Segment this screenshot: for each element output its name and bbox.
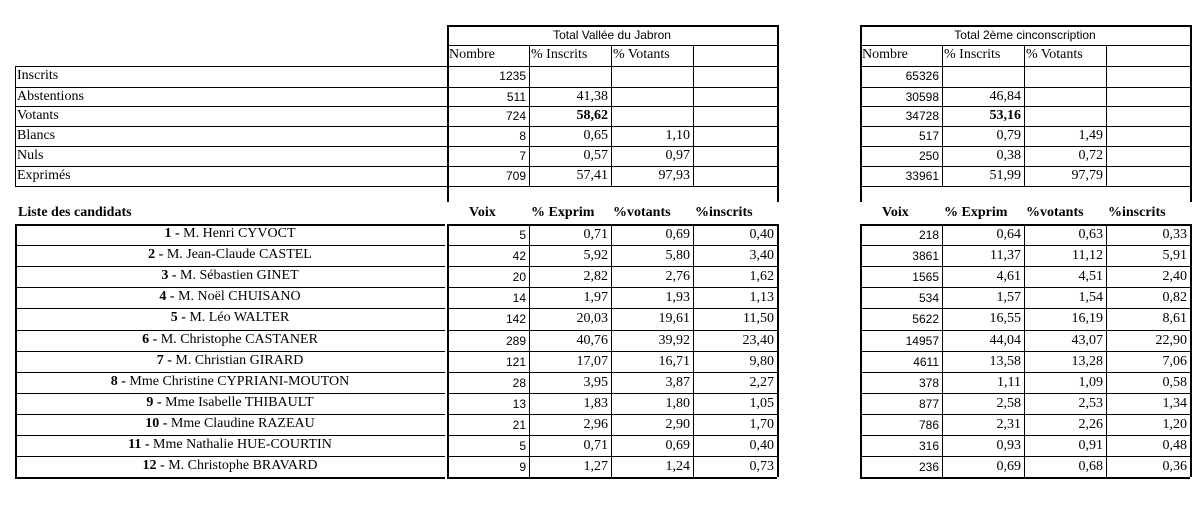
summary-pct-inscrits: 51,99 [989,168,1021,183]
candidate-voix: 21 [512,418,526,432]
candidate-voix: 786 [918,418,939,432]
candidate-pct-votants: 4,51 [1078,269,1103,284]
cand-row-line [447,308,777,309]
candidate-pct-votants: 11,12 [1072,248,1103,263]
candidate-pct-votants: 1,24 [665,459,690,474]
candidate-pct-exprim: 1,11 [997,375,1021,390]
candidate-pct-votants: 2,76 [665,269,690,284]
candidate-pct-inscrits: 11,50 [743,311,774,326]
candidate-pct-inscrits: 0,36 [1162,459,1187,474]
candidate-pct-votants: 0,68 [1078,459,1103,474]
candidate-fullname: Mme Nathalie HUE-COURTIN [149,437,332,452]
candidate-pct-inscrits: 1,70 [749,417,774,432]
candidate-pct-inscrits: 7,06 [1162,354,1187,369]
summary-nombre: 8 [519,129,526,143]
summary-nombre: 33961 [905,169,939,183]
cand-row-line [860,245,1190,246]
candidate-pct-inscrits: 1,05 [749,396,774,411]
summary-nombre: 250 [918,149,939,163]
cand-row-line [860,330,1190,331]
candidate-pct-inscrits: 9,80 [749,354,774,369]
candidate-fullname: M. Sébastien GINET [176,268,299,283]
candidate-number: 11 - [128,437,150,452]
candidate-fullname: M. Jean-Claude CASTEL [163,247,312,262]
candidate-fullname: Mme Christine CYPRIANI-MOUTON [125,374,350,389]
candidate-voix: 13 [512,397,526,411]
label-row-line [15,166,447,167]
candidate-pct-inscrits: 5,91 [1162,248,1187,263]
candidate-pct-exprim: 17,07 [576,354,608,369]
table-row-line [447,186,777,187]
candidate-pct-inscrits: 3,40 [749,248,774,263]
cand-row-line [860,456,1190,457]
candidate-pct-votants: 1,54 [1078,290,1103,305]
cand-row-line [447,372,777,373]
candidate-name [15,415,445,433]
table-right-line [1190,25,1192,202]
candidate-number: 7 - [156,353,172,368]
candidate-voix: 5 [519,439,526,453]
cand-row-line [860,351,1190,352]
candidate-pct-exprim: 20,03 [576,311,608,326]
candidate-pct-inscrits: 2,27 [749,375,774,390]
cand-right-line [1190,224,1192,477]
label-row-line [15,106,447,107]
summary-pct-inscrits: 53,16 [989,108,1021,123]
candidate-voix: 142 [505,312,526,326]
summary-nombre: 709 [505,169,526,183]
candidate-fullname: M. Christophe BRAVARD [164,458,318,473]
candidate-pct-exprim: 5,92 [583,248,608,263]
candidate-name [15,288,445,306]
candidate-pct-exprim: 1,57 [996,290,1021,305]
cand-right-line [777,224,779,477]
cand-row-line [860,372,1190,373]
candidate-voix: 316 [918,439,939,453]
table-top-line [860,25,1190,27]
candidate-number: 3 - [161,268,177,283]
table-col-line [1106,45,1107,186]
list-header: Liste des candidats [18,205,132,220]
cand-row-line [860,393,1190,394]
row-label-5: Exprimés [17,168,71,183]
candidate-pct-inscrits: 2,40 [1162,269,1187,284]
cand-row-line [447,330,777,331]
summary-nombre: 34728 [905,109,939,123]
candidate-pct-exprim: 2,96 [583,417,608,432]
candidate-pct-inscrits: 1,62 [749,269,774,284]
candidate-pct-inscrits: 1,20 [1162,417,1187,432]
candidate-number: 12 - [142,458,165,473]
label-row-line [15,186,447,187]
candidate-name [15,267,445,285]
column-header: % Inscrits [944,47,1001,62]
row-label-2: Votants [17,108,59,123]
candidate-voix: 877 [918,397,939,411]
candidate-pct-inscrits: 22,90 [1155,333,1187,348]
candidate-pct-votants: 2,53 [1078,396,1103,411]
candidate-pct-exprim: 0,64 [996,227,1021,242]
candidate-pct-votants: 3,87 [665,375,690,390]
candidate-name [15,225,445,243]
cand-row-line [447,393,777,394]
cand-bottom-line [447,477,777,479]
summary-pct-votants: 0,97 [665,148,690,163]
candidate-pct-votants: 1,09 [1078,375,1103,390]
cand-row-line [860,266,1190,267]
candidate-number: 1 - [164,226,180,241]
candidate-fullname: Mme Claudine RAZEAU [167,416,315,431]
candidate-pct-exprim: 0,93 [996,438,1021,453]
candidate-number: 6 - [142,332,158,347]
candidate-pct-exprim: 0,71 [583,438,608,453]
cand-row-line [860,287,1190,288]
candidate-pct-exprim: 40,76 [576,333,608,348]
cand-row-line [447,266,777,267]
candidate-pct-exprim: 16,55 [989,311,1021,326]
summary-nombre: 517 [918,129,939,143]
candidate-number: 2 - [148,247,164,262]
summary-pct-inscrits: 46,84 [989,89,1021,104]
candidate-voix: 121 [505,355,526,369]
candidate-pct-inscrits: 0,82 [1162,290,1187,305]
row-label-4: Nuls [17,148,44,163]
candidate-pct-exprim: 0,71 [583,227,608,242]
candidate-name [15,352,445,370]
label-row-line [15,146,447,147]
row-label-3: Blancs [17,128,56,143]
candidate-column-header: %votants [1026,205,1084,220]
candidate-voix: 534 [918,291,939,305]
candidate-column-header: % Exprim [944,205,1008,220]
table-right-line [777,25,779,202]
cand-row-line [860,414,1190,415]
candidate-name [15,331,445,349]
candidate-pct-votants: 0,69 [665,438,690,453]
candidate-pct-exprim: 2,31 [996,417,1021,432]
candidate-fullname: M. Christian GIRARD [171,353,304,368]
candidate-voix: 289 [505,334,526,348]
candidate-pct-exprim: 3,95 [583,375,608,390]
candidate-voix: 42 [512,249,526,263]
table-title: Total 2ème cinconscription [954,28,1096,42]
candidate-pct-votants: 39,92 [658,333,690,348]
cand-row-line [447,456,777,457]
label-row-line [15,126,447,127]
candidate-voix: 218 [918,228,939,242]
candidate-voix: 5 [519,228,526,242]
summary-nombre: 30598 [905,90,939,104]
candidate-pct-exprim: 1,27 [583,459,608,474]
candidate-voix: 236 [918,460,939,474]
label-row-line [15,87,447,88]
table-col-line [693,45,694,186]
candidate-pct-votants: 2,90 [665,417,690,432]
summary-pct-votants: 1,49 [1078,128,1103,143]
column-header: Nombre [862,47,908,62]
candidate-voix: 20 [512,270,526,284]
candidate-pct-votants: 0,63 [1078,227,1103,242]
candidate-pct-exprim: 11,37 [990,248,1021,263]
row-label-0: Inscrits [17,68,59,83]
candidate-pct-votants: 0,91 [1078,438,1103,453]
candidate-number: 10 - [145,416,168,431]
cand-row-line [447,287,777,288]
candidate-pct-inscrits: 8,61 [1162,311,1187,326]
candidate-fullname: Mme Isabelle THIBAULT [161,395,314,410]
label-left-line [15,66,16,186]
candidate-pct-inscrits: 23,40 [742,333,774,348]
column-header: Nombre [449,47,495,62]
candidate-pct-votants: 1,93 [665,290,690,305]
candidate-voix: 378 [918,376,939,390]
summary-pct-inscrits: 0,57 [583,148,608,163]
summary-pct-inscrits: 0,65 [583,128,608,143]
summary-nombre: 65326 [905,69,939,83]
candidate-pct-votants: 16,71 [658,354,690,369]
summary-pct-votants: 97,93 [658,168,690,183]
candidate-pct-inscrits: 0,48 [1162,438,1187,453]
cand-row-line [447,351,777,352]
summary-nombre: 1235 [499,69,526,83]
candidate-column-header: %inscrits [1108,205,1166,220]
candidate-name [15,309,445,327]
table-title: Total Vallée du Jabron [553,28,671,42]
candidate-pct-votants: 43,07 [1071,333,1103,348]
candidate-column-header: %votants [613,205,671,220]
summary-pct-inscrits: 0,79 [996,128,1021,143]
candidate-pct-votants: 5,80 [665,248,690,263]
candidate-pct-exprim: 1,97 [583,290,608,305]
column-header: % Inscrits [531,47,588,62]
candidate-voix: 5622 [912,312,939,326]
candidate-pct-votants: 1,80 [665,396,690,411]
candidate-voix: 14957 [905,334,939,348]
candidate-name [15,436,445,454]
label-row-line [15,66,447,67]
candidate-name [15,457,445,475]
candidate-pct-exprim: 4,61 [996,269,1021,284]
cand-row-line [447,435,777,436]
cand-row-line [447,414,777,415]
candidate-fullname: M. Noël CHUISANO [174,289,301,304]
candidate-fullname: M. Christophe CASTANER [157,332,318,347]
cand-row-line [860,435,1190,436]
cand-row-line [860,308,1190,309]
candidate-number: 5 - [170,310,186,325]
candidate-pct-inscrits: 0,33 [1162,227,1187,242]
table-top-line [447,25,777,27]
candidate-pct-votants: 0,69 [665,227,690,242]
candidate-name [15,394,445,412]
summary-nombre: 7 [519,149,526,163]
summary-pct-inscrits: 0,38 [996,148,1021,163]
candidate-fullname: M. Léo WALTER [185,310,290,325]
summary-pct-votants: 0,72 [1078,148,1103,163]
candidate-pct-inscrits: 0,40 [749,438,774,453]
candidate-pct-exprim: 2,82 [583,269,608,284]
candidate-name [15,373,445,391]
candidate-number: 8 - [110,374,126,389]
candidate-voix: 14 [512,291,526,305]
candidate-pct-exprim: 44,04 [989,333,1021,348]
cand-bottom-line [860,477,1190,479]
candidate-voix: 1565 [912,270,939,284]
summary-nombre: 724 [505,109,526,123]
cand-row-line [447,245,777,246]
candidate-pct-votants: 13,28 [1071,354,1103,369]
candidate-pct-inscrits: 0,58 [1162,375,1187,390]
candidate-column-header: Voix [882,205,909,220]
candidate-column-header: % Exprim [531,205,595,220]
candidate-pct-votants: 16,19 [1071,311,1103,326]
candidate-pct-exprim: 1,83 [583,396,608,411]
summary-pct-inscrits: 41,38 [576,89,608,104]
candidate-voix: 28 [512,376,526,390]
candidate-pct-inscrits: 0,40 [749,227,774,242]
summary-pct-inscrits: 57,41 [576,168,608,183]
summary-pct-votants: 1,10 [665,128,690,143]
column-header: % Votants [613,47,670,62]
candidate-pct-exprim: 13,58 [989,354,1021,369]
candidate-column-header: %inscrits [695,205,753,220]
candidate-pct-votants: 2,26 [1078,417,1103,432]
candidate-pct-inscrits: 0,73 [749,459,774,474]
candidate-voix: 3861 [912,249,939,263]
candidate-pct-exprim: 0,69 [996,459,1021,474]
candidate-voix: 4611 [913,355,939,369]
names-bottom-line [15,477,445,479]
candidate-name [15,246,445,264]
candidate-voix: 9 [519,460,526,474]
candidate-pct-inscrits: 1,34 [1162,396,1187,411]
column-header: % Votants [1026,47,1083,62]
candidate-pct-votants: 19,61 [658,311,690,326]
summary-pct-votants: 97,79 [1071,168,1103,183]
candidate-fullname: M. Henri CYVOCT [179,226,296,241]
candidate-pct-inscrits: 1,13 [749,290,774,305]
summary-nombre: 511 [506,90,526,104]
table-row-line [860,186,1190,187]
candidate-pct-exprim: 2,58 [996,396,1021,411]
candidate-number: 9 - [146,395,162,410]
summary-pct-inscrits: 58,62 [576,108,608,123]
candidate-column-header: Voix [469,205,496,220]
candidate-number: 4 - [159,289,175,304]
row-label-1: Abstentions [17,89,84,104]
